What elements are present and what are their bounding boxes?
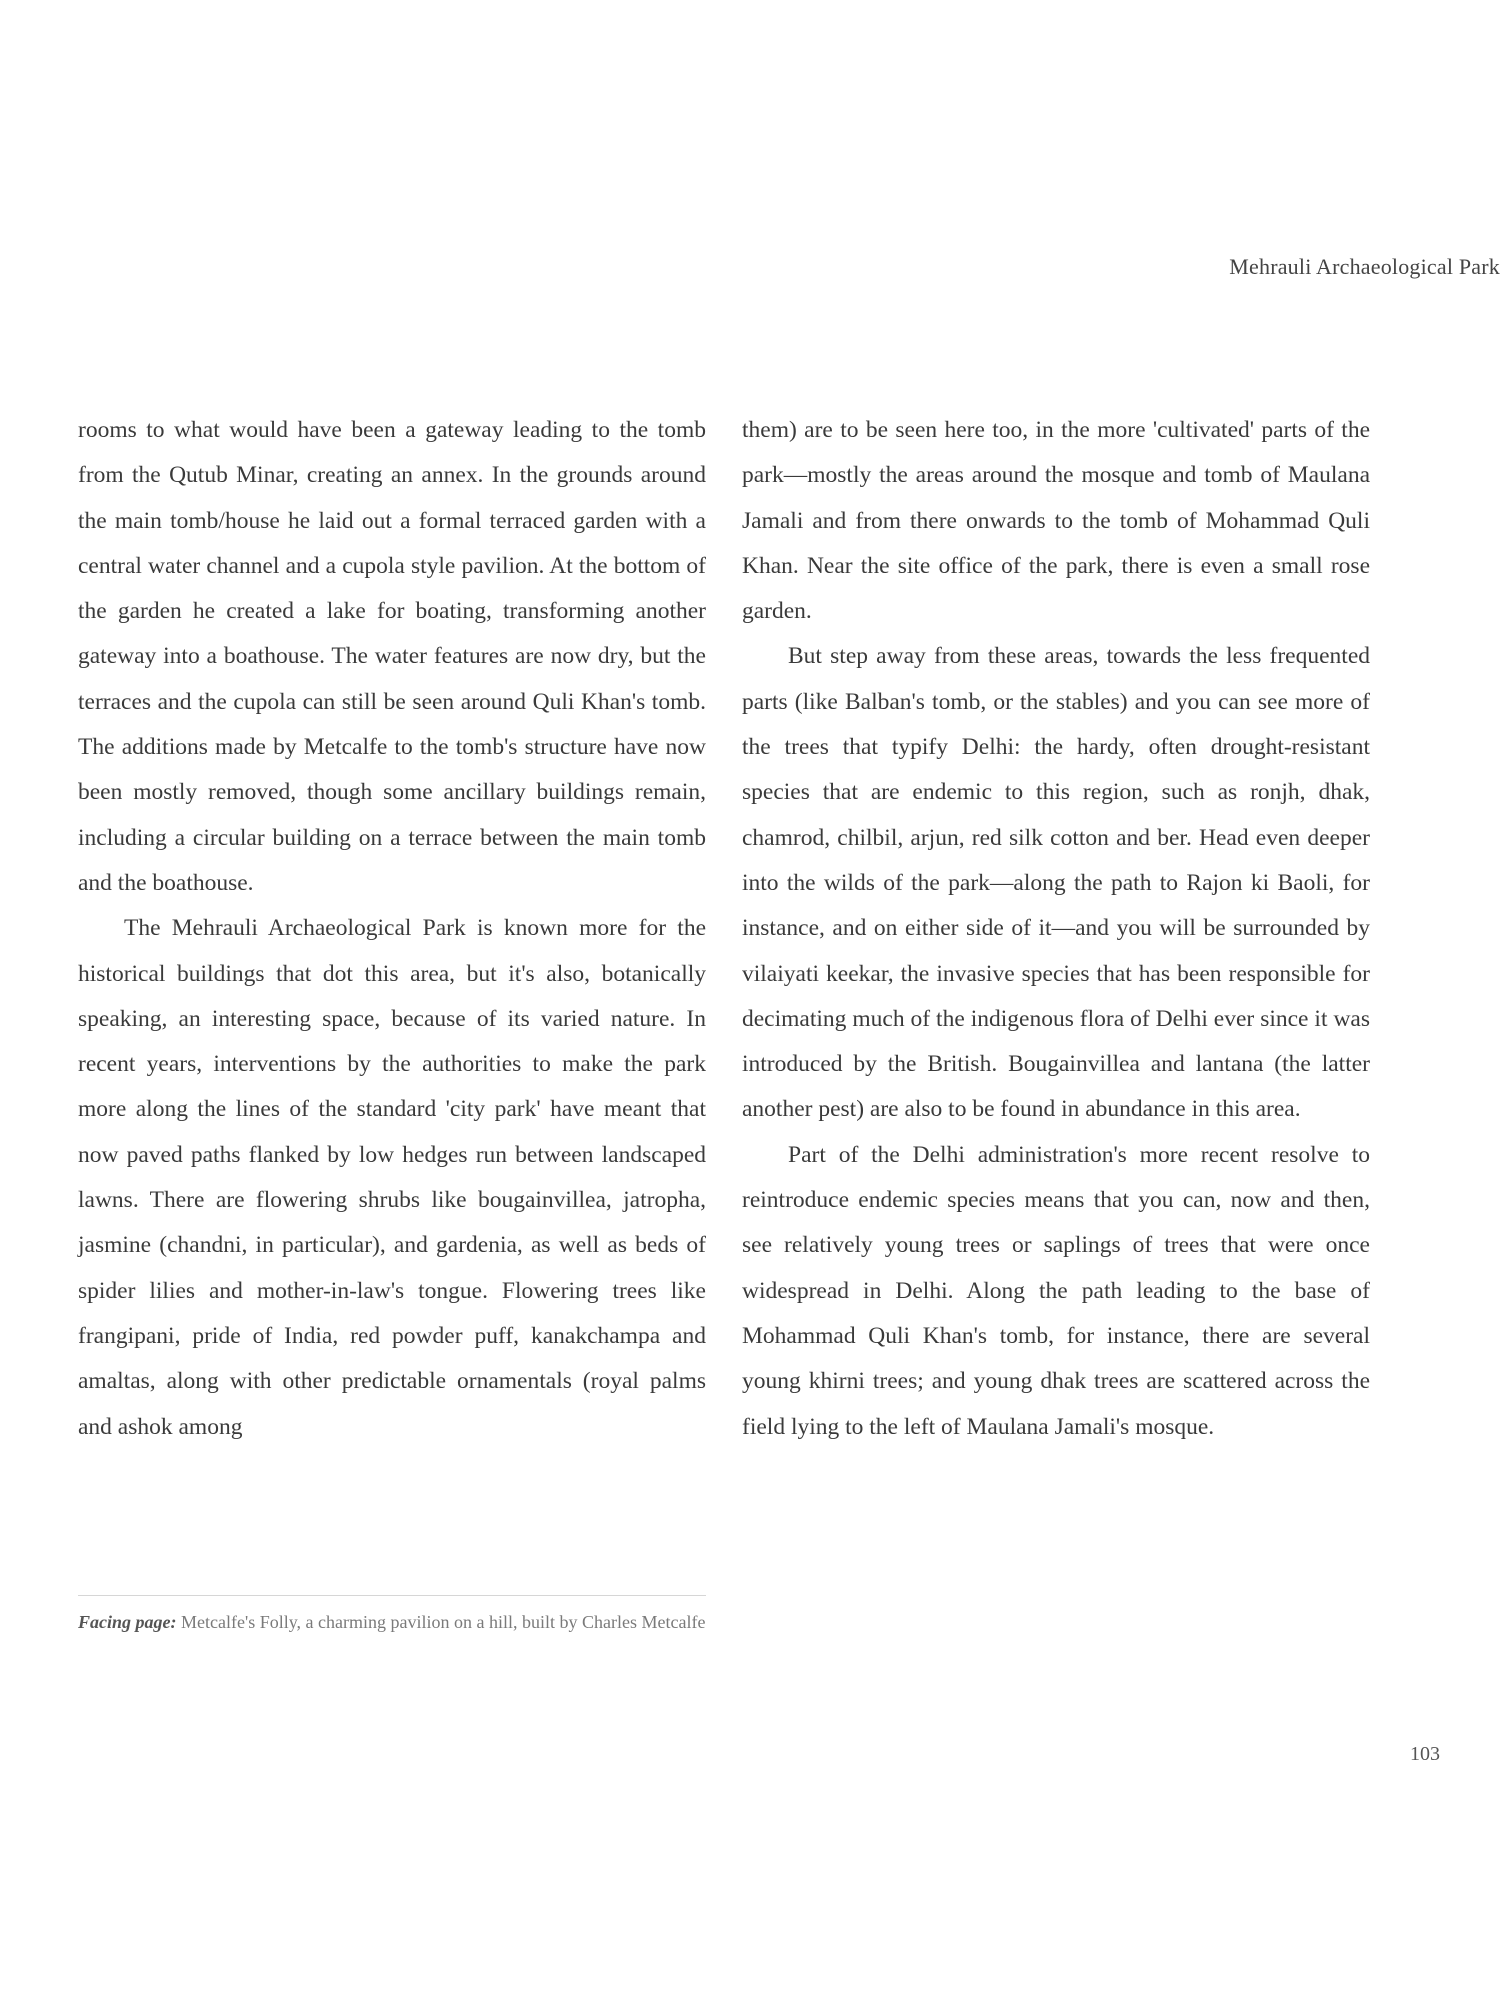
body-paragraph: rooms to what would have been a gateway leading to the tomb from the Qutub Minar, creating an annex. In the grounds around the main tomb/house he laid out a formal terraced garden with a central water channel and a cupola style pavilion. At the bottom of the garden he created a lake for boating, transforming another gateway into a boathouse. The water features are now dry, but the terraces and the cupola can still be seen around Quli Khan's tomb. The additions made by Metcalfe to the tomb's structure have now been mostly removed, though some ancillary buildings remain, including a circular building on a terrace between the main tomb and the boathouse.: [78, 417, 706, 896]
running-head-title: Mehrauli Archaeological Park: [1229, 254, 1500, 279]
page-number: 103: [1410, 1743, 1440, 1765]
left-text-column: [78, 408, 706, 1450]
photo-caption: [78, 1608, 706, 1636]
body-paragraph: them) are to be seen here too, in the more 'cultivated' parts of the park—mostly the areas around the mosque and tomb of Maulana Jamali and from there onwards to the tomb of Mohammad Quli Khan. Near the site office of the park, there is even a small rose garden.: [742, 417, 1370, 625]
caption-lead: Facing page:: [78, 1612, 177, 1632]
body-paragraph: Part of the Delhi administration's more recent resolve to reintroduce endemic species means that you can, now and then, see relatively young trees or saplings of trees that were once widespread in Delhi. Along the path leading to the base of Mohammad Quli Khan's tomb, for instance, there are several young khirni trees; and young dhak trees are scattered across the field lying to the left of Maulana Jamali's mosque.: [742, 1141, 1370, 1440]
right-text-column: [742, 408, 1370, 1450]
caption-text: Metcalfe's Folly, a charming pavilion on a hill, built by Charles Metcalfe: [176, 1612, 706, 1632]
body-paragraph: But step away from these areas, towards the less frequented parts (like Balban's tomb, or the stables) and you can see more of the trees that typify Delhi: the hardy, often drought-resistant species that are endemic to this region, such as ronjh, dhak, chamrod, chilbil, arjun, red silk cotton and ber. Head even deeper into the wilds of the park—along the path to Rajon ki Baoli, for instance, and on either side of it—and you will be surrounded by vilaiyati keekar, the invasive species that has been responsible for decimating much of the indigenous flora of Delhi ever since it was introduced by the British. Bougainvillea and lantana (the latter another pest) are also to be found in abundance in this area.: [742, 643, 1370, 1123]
caption-divider: [78, 1595, 706, 1596]
body-paragraph: The Mehrauli Archaeological Park is known more for the historical buildings that dot this area, but it's also, botanically speaking, an interesting space, because of its varied nature. In recent years, interventions by the authorities to make the park more along the lines of the standard 'city park' have meant that now paved paths flanked by low hedges run between landscaped lawns. There are flowering shrubs like bougainvillea, jatropha, jasmine (chandni, in particular), and gardenia, as well as beds of spider lilies and mother-in-law's tongue. Flowering trees like frangipani, pride of India, red powder puff, kanakchampa and amaltas, along with other predictable ornamentals (royal palms and ashok among: [78, 915, 706, 1440]
